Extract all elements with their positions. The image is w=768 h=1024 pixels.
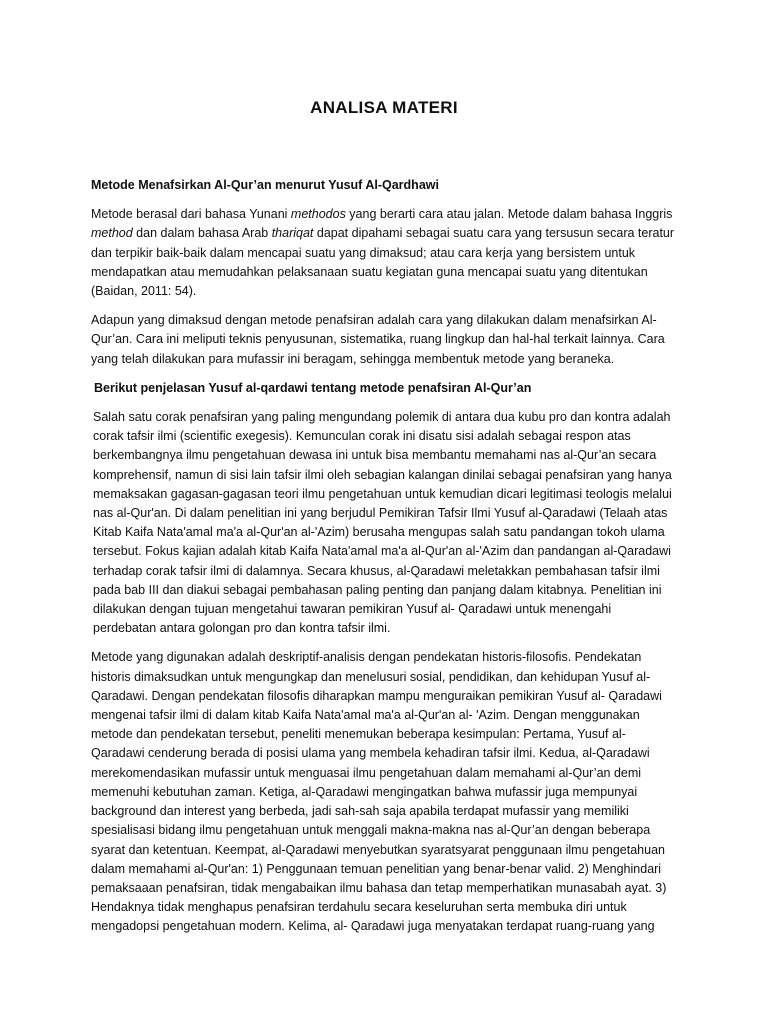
- text-run: dan dalam bahasa Arab: [132, 226, 272, 241]
- italic-term-method: method: [91, 226, 133, 241]
- section-heading-penjelasan: Berikut penjelasan Yusuf al-qardawi tentang metode penafsiran Al-Qur’an: [94, 380, 532, 395]
- paragraph-metode-analisis: Metode yang digunakan adalah deskriptif-analisis dengan pendekatan historis-filosofis. Pendekatan historis dimaksudkan untuk mengungkap dan menelusuri sosial, pendidikan, dan kehidupan Yusuf al-Qaradawi. Dengan pendekatan filosofis diharapkan mampu menguraikan pemikiran Yusuf al- Qaradawi mengenai tafsir ilmi di dalam kitab Kaifa Nata'amal ma'a al-Qur'an al- 'Azim. Dengan menggunakan metode dan pendekatan tersebut, peneliti menemukan beberapa kesimpulan: Pertama, Yusuf al-Qaradawi cenderung berada di posisi ulama yang membela kehadiran tafsir ilmi. Kedua, al-Qaradawi merekomendasikan mufassir untuk menguasai ilmu pengetahuan dalam memahami al-Qur’an demi memenuhi kebutuhan zaman. Ketiga, al-Qaradawi mengingatkan bahwa mufassir juga mempunyai background dan interest yang berbeda, jadi sah-sah saja apabila terdapat mufassir yang memiliki spesialisasi bidang ilmu pengetahuan untuk menggali makna-makna nas al-Qur’an dengan beberapa syarat dan ketentuan. Keempat, al-Qaradawi menyebutkan syaratsyarat penggunaan ilmu pengetahuan dalam memahami al-Qur'an: 1) Penggunaan temuan penelitian yang benar-benar valid. 2) Menghindari pemaksaaan penafsiran, tidak mengabaikan ilmu bahasa dan tetap memperhatikan munasabah ayat. 3) Hendaknya tidak menghapus penafsiran terdahulu secara keseluruhan serta membuka diri untuk mengadopsi pengetahuan modern. Kelima, al- Qaradawi juga menyatakan terdapat ruang-ruang yang: [91, 650, 667, 934]
- italic-term-thariqat: thariqat: [271, 226, 314, 241]
- text-run: dapat dipahami sebagai suatu cara yang tersusun secara teratur dan terpikir baik-baik dalam mencapai suatu yang dimaksud; atau cara kerja yang bersistem untuk mendapatkan atau memudahkan pelaksanaan suatu kegiatan guna mencapai suatu yang ditentukan (Baidan, 2011: 54).: [91, 226, 675, 299]
- italic-term-methodos: methodos: [290, 207, 346, 222]
- text-run: yang berarti cara atau jalan. Metode dalam bahasa Inggris: [345, 207, 673, 222]
- paragraph-tafsir-ilmi: Salah satu corak penafsiran yang paling mengundang polemik di antara dua kubu pro dan kontra adalah corak tafsir ilmi (scientific exegesis). Kemunculan corak ini disatu sisi adalah sebagai respon atas berkembangnya ilmu pengetahuan dewasa ini untuk bisa membantu memahami nas al-Qur’an secara komprehensif, namun di sisi lain tafsir ilmi oleh sebagian kalangan dinilai sebagai penafsiran yang hanya memaksakan gagasan-gagasan teori ilmu pengetahuan untuk kemudian dicari legitimasi teologis melalui nas al-Qur'an. Di dalam penelitian ini yang berjudul Pemikiran Tafsir Ilmi Yusuf al-Qaradawi (Telaah atas Kitab Kaifa Nata'amal ma'a al-Qur'an al-'Azim) berusaha mengupas salah satu pandangan tokoh ulama tersebut. Fokus kajian adalah kitab Kaifa Nata'amal ma'a al-Qur'an al-'Azim dan pandangan al-Qaradawi terhadap corak tafsir ilmi di dalamnya. Secara khusus, al-Qaradawi meletakkan pembahasan tafsir ilmi pada bab III dan diakui sebagai pembahasan paling penting dan panjang dalam kitabnya. Penelitian ini dilakukan dengan tujuan mengetahui tawaran pemikiran Yusuf al- Qaradawi untuk menengahi perdebatan antara golongan pro dan kontra tafsir ilmi.: [93, 410, 672, 636]
- section-heading-metode: Metode Menafsirkan Al-Qur’an menurut Yusuf Al-Qardhawi: [91, 178, 439, 192]
- page-title: ANALISA MATERI: [310, 98, 458, 117]
- document-body: [91, 176, 677, 947]
- paragraph-definisi-metode: [91, 205, 677, 301]
- paragraph-metode-penafsiran: Adapun yang dimaksud dengan metode penafsiran adalah cara yang dilakukan dalam menafsirkan Al-Qur’an. Cara ini meliputi teknis penyusunan, sistematika, ruang lingkup dan hal-hal terkait lainnya. Cara yang telah dilakukan para mufassir ini beragam, sehingga membentuk metode yang beraneka.: [91, 313, 665, 366]
- text-run: Metode berasal dari bahasa Yunani: [91, 207, 291, 222]
